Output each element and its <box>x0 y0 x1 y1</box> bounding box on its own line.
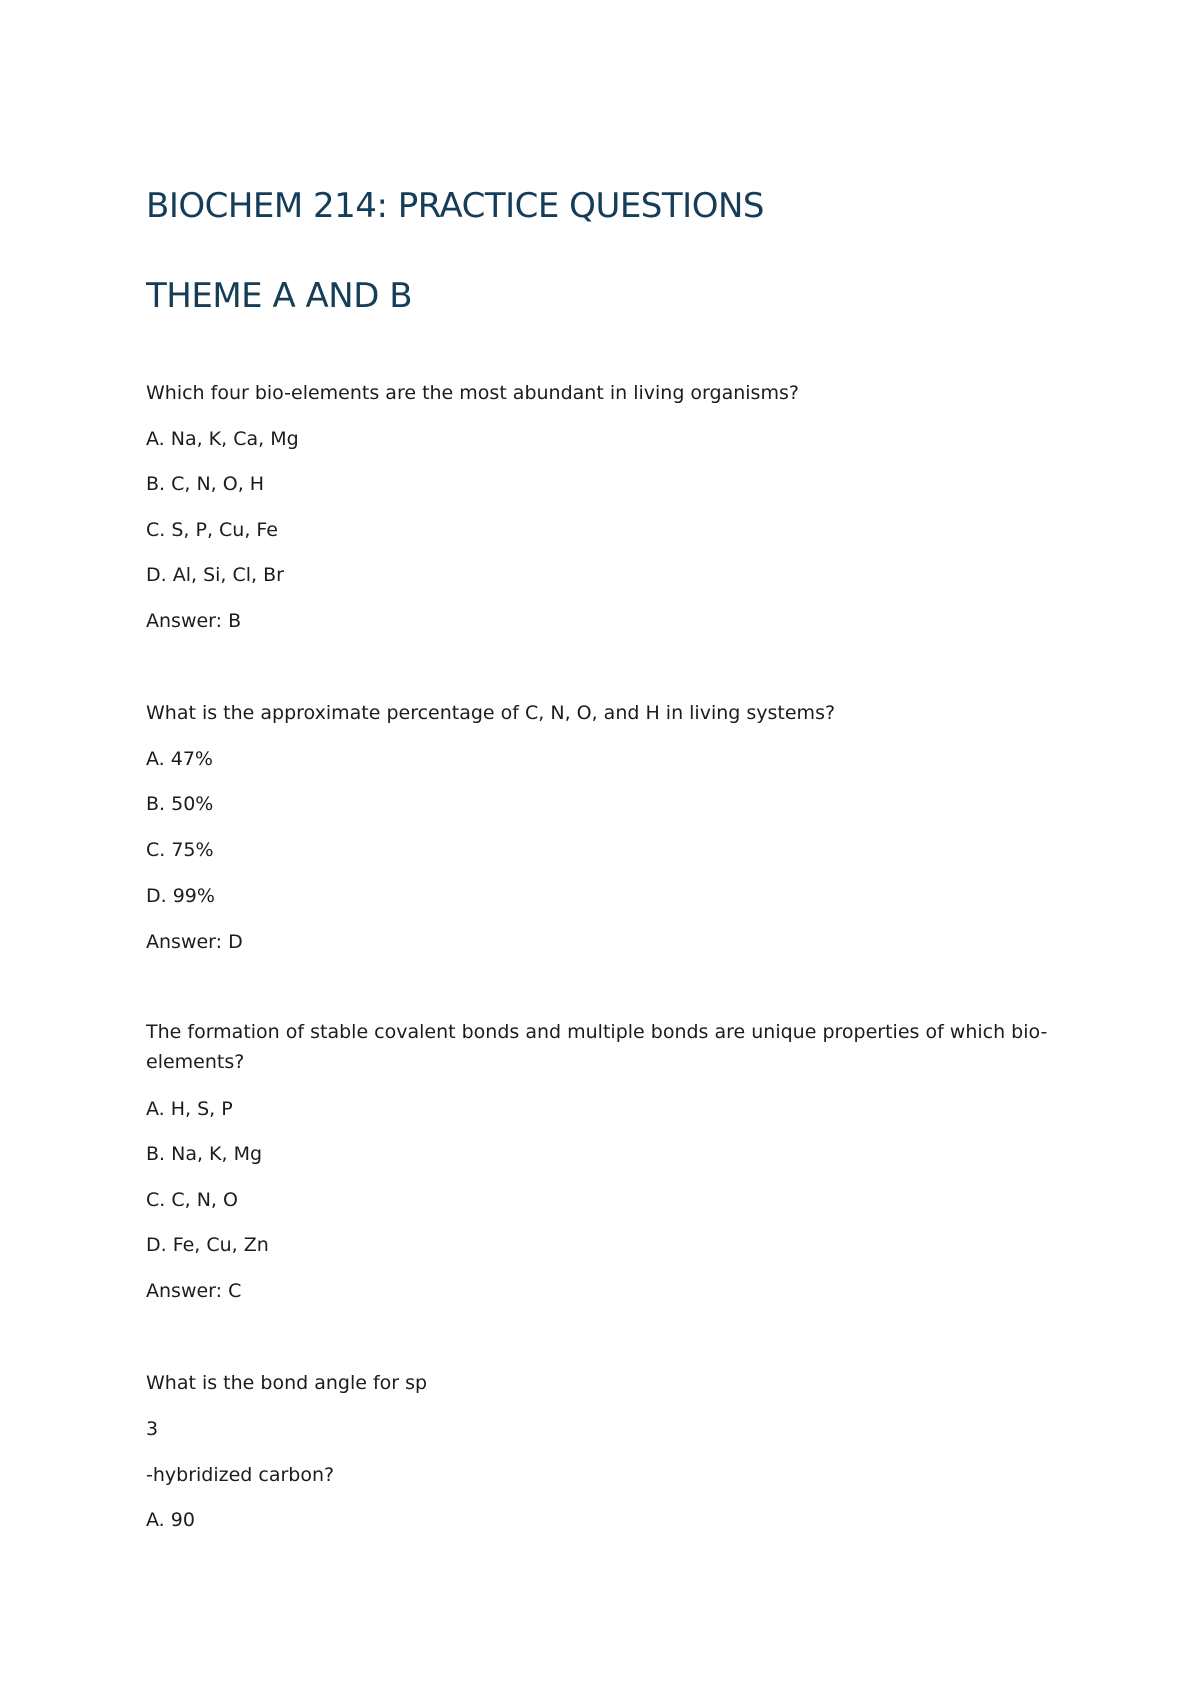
document-title: BIOCHEM 214: PRACTICE QUESTIONS <box>146 186 764 226</box>
question-3-answer: Answer: C <box>146 1280 242 1302</box>
question-2-answer: Answer: D <box>146 931 243 953</box>
question-2-option-d: D. 99% <box>146 885 215 907</box>
question-1-option-a: A. Na, K, Ca, Mg <box>146 428 299 450</box>
question-1-option-c: C. S, P, Cu, Fe <box>146 519 278 541</box>
question-2-text: What is the approximate percentage of C, N, O, and H in living systems? <box>146 702 836 724</box>
question-4-text-part3: -hybridized carbon? <box>146 1464 335 1486</box>
question-2-option-a: A. 47% <box>146 748 213 770</box>
question-3-option-d: D. Fe, Cu, Zn <box>146 1234 269 1256</box>
question-1-option-b: B. C, N, O, H <box>146 473 265 495</box>
question-2-option-b: B. 50% <box>146 793 214 815</box>
question-1-option-d: D. Al, Si, Cl, Br <box>146 564 284 586</box>
question-3-option-b: B. Na, K, Mg <box>146 1143 263 1165</box>
question-4-text-part1: What is the bond angle for sp <box>146 1372 428 1394</box>
document-subtitle: THEME A AND B <box>146 276 413 316</box>
question-1-text: Which four bio-elements are the most abundant in living organisms? <box>146 382 799 404</box>
question-2-option-c: C. 75% <box>146 839 214 861</box>
question-3-text: The formation of stable covalent bonds and multiple bonds are unique properties of which bio-elements? <box>146 1021 1048 1073</box>
question-3-option-c: C. C, N, O <box>146 1189 238 1211</box>
question-1-answer: Answer: B <box>146 610 242 632</box>
question-4-option-a: A. 90 <box>146 1509 195 1531</box>
question-4-superscript: 3 <box>146 1418 159 1440</box>
question-3-option-a: A. H, S, P <box>146 1098 233 1120</box>
